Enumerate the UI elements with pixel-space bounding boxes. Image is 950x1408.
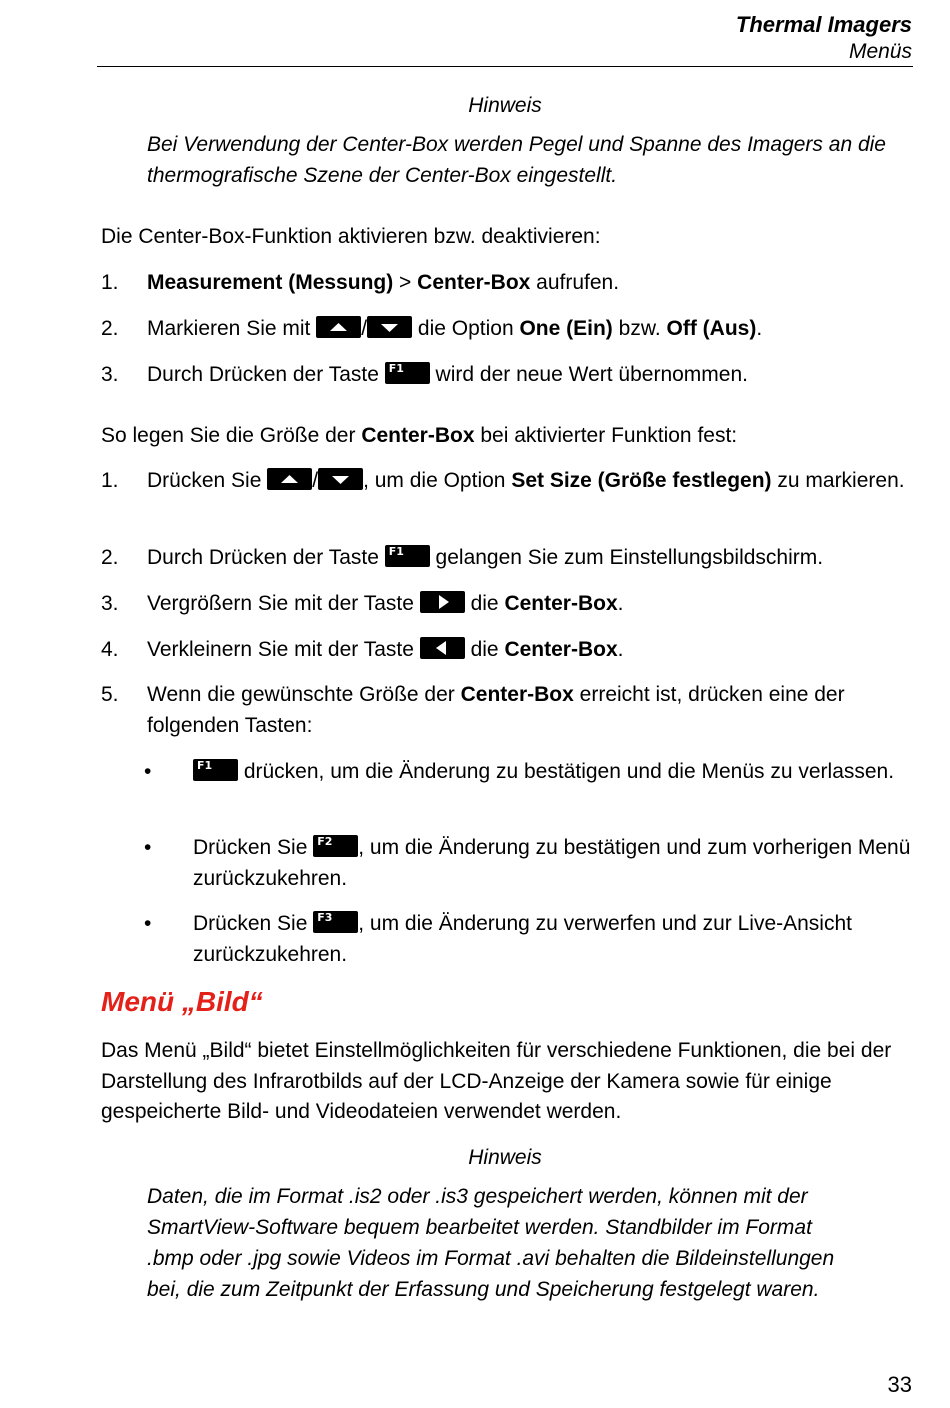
f1-key-icon: F1 — [385, 545, 430, 567]
step-number: 4. — [101, 638, 119, 661]
toggle-step-3: Durch Drücken der Taste F1 wird der neue Wert übernommen. — [147, 362, 748, 386]
section-paragraph: Das Menü „Bild“ bietet Einstellmöglichkeiten für verschiedene Funktionen, die bei der Darstellung des Infrarotbilds auf der LCD-Anzeige der Kamera sowie für einige gespeicherte Bild- und Videodateien verwendet werden. — [101, 1039, 892, 1123]
size-step-5: Wenn die gewünschte Größe der Center-Box erreicht ist, drücken eine der folgenden Tasten: — [147, 683, 845, 737]
note-text: Daten, die im Format .is2 oder .is3 gespeichert werden, können mit der SmartView-Software bequem bearbeitet werden. Standbilder im Format .bmp oder .jpg sowie Videos im Format .avi behalten die Bildeinstellungen bei, die zum Zeitpunkt der Erfassung und Speicherung festgelegt waren. — [147, 1185, 835, 1301]
bullet-mark: • — [144, 912, 152, 935]
size-step-3: Vergrößern Sie mit der Taste die Center-Box. — [147, 592, 624, 615]
f1-key-icon: F1 — [193, 759, 238, 781]
step-number: 2. — [101, 546, 119, 569]
size-intro: So legen Sie die Größe der Center-Box bei aktivierter Funktion fest: — [101, 424, 738, 447]
arrow-right-key-icon — [420, 591, 465, 613]
running-header-title: Thermal Imagers — [735, 12, 912, 37]
toggle-intro: Die Center-Box-Funktion aktivieren bzw. deaktivieren: — [101, 225, 601, 248]
f3-key-icon: F3 — [313, 911, 358, 933]
arrow-up-key-icon — [316, 316, 361, 338]
arrow-up-key-icon — [267, 468, 312, 490]
f1-key-icon: F1 — [385, 362, 430, 384]
step-number: 2. — [101, 317, 119, 340]
header-rule — [97, 66, 913, 67]
step-number: 1. — [101, 271, 119, 294]
step-number: 5. — [101, 683, 119, 706]
step-number: 3. — [101, 363, 119, 386]
step-number: 3. — [101, 592, 119, 615]
bullet-item-f3: Drücken Sie F3 , um die Änderung zu verwerfen und zur Live-Ansicht zurückzukehren. — [193, 911, 852, 966]
toggle-step-1: Measurement (Messung) > Center-Box aufrufen. — [147, 271, 620, 294]
size-step-2: Durch Drücken der Taste F1 gelangen Sie zum Einstellungsbildschirm. — [147, 545, 824, 569]
bullet-mark: • — [144, 760, 152, 783]
size-step-4: Verkleinern Sie mit der Taste die Center-Box. — [147, 638, 624, 661]
bullet-item-f2: Drücken Sie F2 , um die Änderung zu bestätigen und zum vorherigen Menü zurückzukehren. — [193, 835, 911, 890]
bullet-item-f1: F1 drücken, um die Änderung zu bestätigen und die Menüs zu verlassen. — [193, 757, 913, 788]
size-step-1: Drücken Sie / , um die Option Set Size (Größe festlegen) zu markieren. — [147, 469, 905, 492]
arrow-down-key-icon — [367, 316, 412, 338]
page-number: 33 — [887, 1372, 912, 1397]
bullet-mark: • — [144, 836, 152, 859]
arrow-left-key-icon — [420, 637, 465, 659]
note-label: Hinweis — [468, 94, 542, 117]
step-number: 1. — [101, 469, 119, 492]
note-label: Hinweis — [468, 1146, 542, 1169]
toggle-step-2: Markieren Sie mit / die Option One (Ein) bzw. Off (Aus). — [147, 317, 763, 340]
f2-key-icon: F2 — [313, 835, 358, 857]
section-heading: Menü „Bild“ — [101, 986, 263, 1017]
arrow-down-key-icon — [318, 468, 363, 490]
running-header-subtitle: Menüs — [848, 40, 912, 63]
note-text: Bei Verwendung der Center-Box werden Pegel und Spanne des Imagers an die thermografische Szene der Center-Box eingestellt. — [147, 133, 886, 187]
